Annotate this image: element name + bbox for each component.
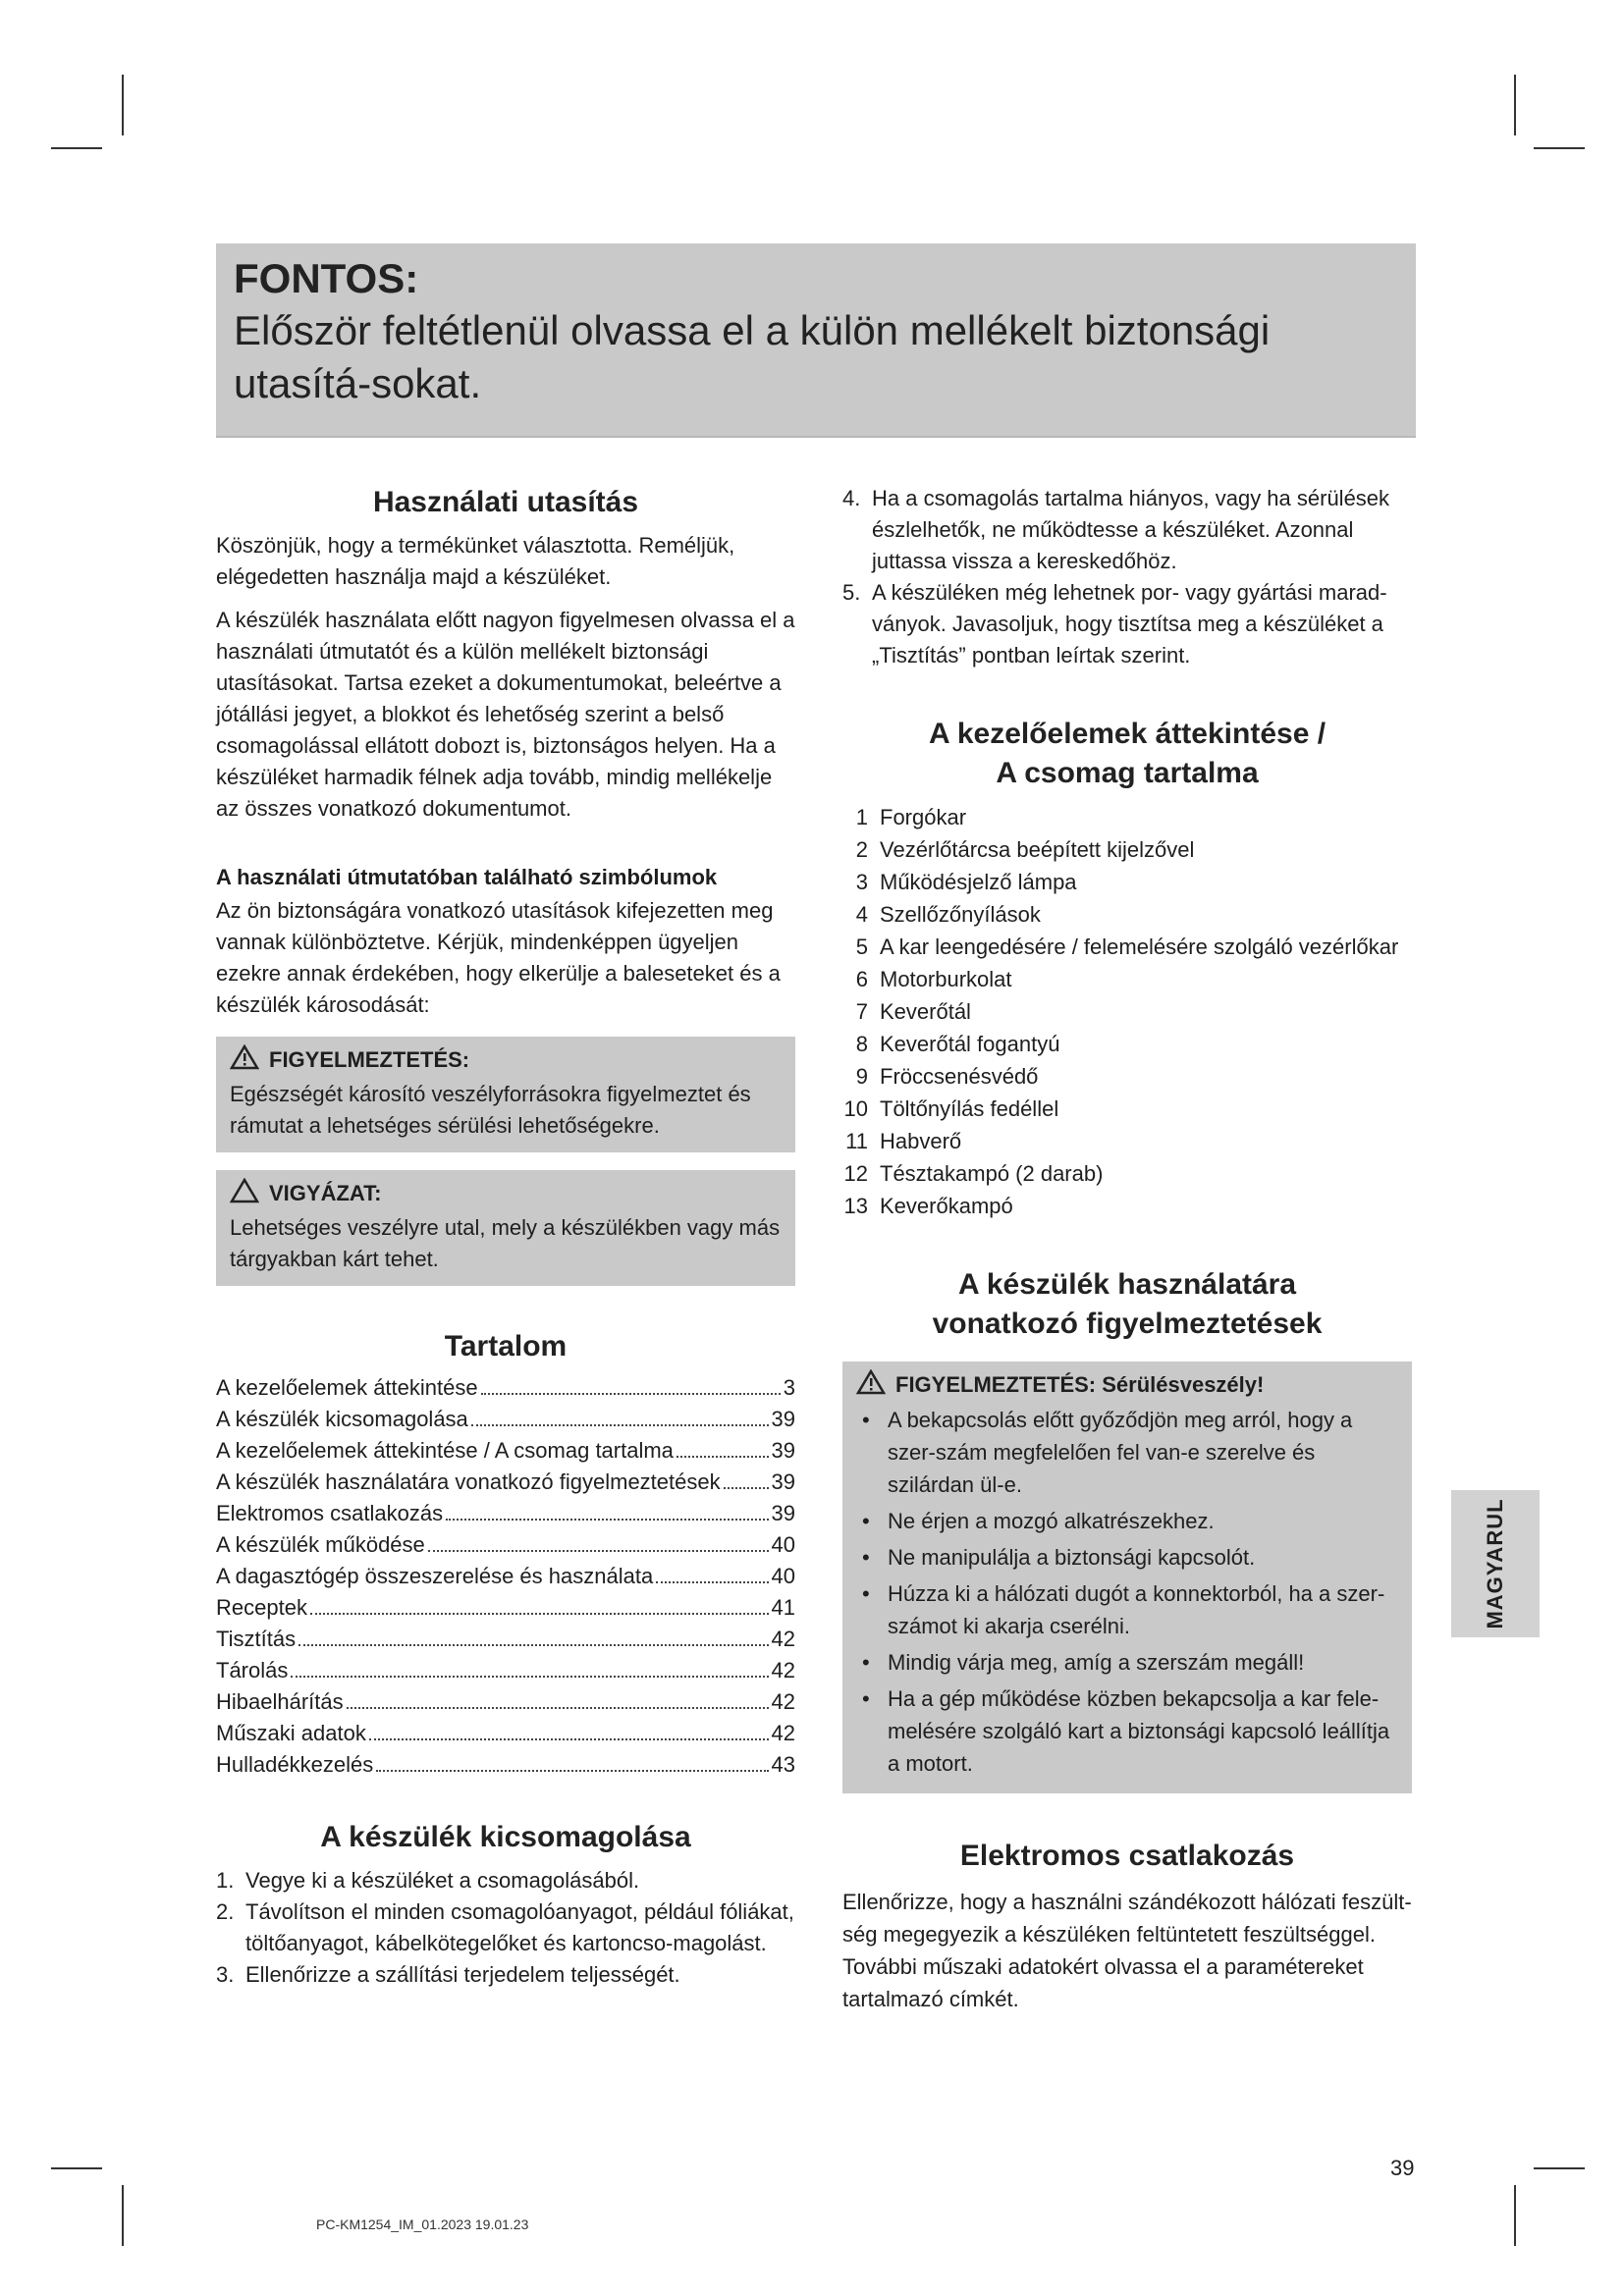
list-item: 2. Távolítson el minden csomagolóanyagot, például fóliákat, töltőanyagot, kábelkötegelőket és kartoncso-magolást.	[216, 1899, 794, 1955]
crop-mark	[51, 147, 102, 149]
toc-heading: Tartalom	[444, 1330, 568, 1362]
banner-text: Először feltétlenül olvassa el a külön mellékelt biztonsági utasítá-sokat.	[234, 307, 1271, 406]
list-item: 1 Forgókar	[855, 805, 967, 829]
injury-warning-title: FIGYELMEZTETÉS: Sérülésveszély!	[895, 1372, 1265, 1397]
crop-mark	[122, 75, 124, 135]
list-item: 5 A kar leengedésére / felemelésére szolgáló vezérlőkar	[855, 934, 1399, 959]
crop-mark	[51, 2167, 102, 2169]
intro-paragraph: Köszönjük, hogy a termékünket választotta. Reméljük, elégedetten használja majd a készüléket.	[216, 533, 735, 589]
caution-title: VIGYÁZAT:	[269, 1181, 382, 1205]
controls-heading: A kezelőelemek áttekintése / A csomag tartalma	[928, 718, 1326, 789]
electrical-heading: Elektromos csatlakozás	[959, 1840, 1295, 1872]
usage-warnings-heading: A készülék használatára vonatkozó figyelmeztetések	[932, 1268, 1323, 1340]
crop-mark	[1514, 2185, 1516, 2246]
toc-row: A dagasztógép összeszerelése és használata 40	[216, 1564, 795, 1588]
list-item: 6 Motorburkolat	[855, 967, 1012, 991]
electrical-paragraph: Ellenőrizze, hogy a használni szándékozott hálózati feszült-ség megegyezik a készüléken feltüntetett feszültséggel. További műszaki adatokért olvassa el a paramétereket tartalmazó címkét.	[842, 1890, 1412, 2011]
banner-title: FONTOS:	[234, 255, 419, 301]
unpacking-steps	[216, 1865, 795, 1991]
symbols-heading: A használati útmutatóban található szimbólumok	[216, 865, 718, 889]
unpacking-heading: A készülék kicsomagolása	[320, 1821, 691, 1853]
toc-row: A készülék használatára vonatkozó figyelmeztetések 39	[216, 1469, 795, 1494]
left-column	[216, 483, 795, 1991]
warning-triangle-icon	[856, 1369, 886, 1404]
crop-mark	[1534, 2167, 1585, 2169]
right-column	[842, 483, 1412, 2015]
toc-row: Tárolás 42	[216, 1658, 795, 1682]
toc-row: Elektromos csatlakozás 39	[216, 1501, 795, 1525]
warning-triangle-icon	[230, 1044, 259, 1079]
list-item: 5. A készüléken még lehetnek por- vagy gyártási marad-ványok. Javasoljuk, hogy tisztítsa meg a készüléket a „Tisztítás” pontban leírtak szerint.	[842, 580, 1387, 667]
list-item: 8 Keverőtál fogantyú	[855, 1032, 1060, 1056]
caution-box	[216, 1170, 795, 1286]
warning-text: Egészségét károsító veszélyforrásokra figyelmeztet és rámutat a lehetséges sérülési lehetőségekre.	[230, 1082, 751, 1138]
instructions-paragraph: A készülék használata előtt nagyon figyelmesen olvassa el a használati útmutatót és a külön mellékelt biztonsági utasításokat. Tartsa ezeket a dokumentumokat, beleértve a jótállási jegyet, a blokkot és lehetőség szerint a belső csomagolással ellátott dobozt is, biztonságos helyen. Ha a készüléket harmadik félnek adja tovább, mindig mellékelje az összes vonatkozó dokumentumot.	[216, 608, 795, 821]
list-item: 3. Ellenőrizze a szállítási terjedelem teljességét.	[216, 1962, 680, 1987]
crop-mark	[1514, 75, 1516, 135]
toc-row: A készülék kicsomagolása 39	[216, 1407, 795, 1431]
section-heading-instructions: Használati utasítás	[372, 486, 639, 518]
list-item: 10 Töltőnyílás fedéllel	[843, 1096, 1059, 1121]
list-item: 12 Tésztakampó (2 darab)	[843, 1161, 1104, 1186]
toc-row: A kezelőelemek áttekintése / A csomag tartalma 39	[216, 1438, 795, 1463]
caution-text: Lehetséges veszélyre utal, mely a készülékben vagy más tárgyakban kárt tehet.	[230, 1215, 781, 1271]
warning-title: FIGYELMEZTETÉS:	[269, 1047, 470, 1072]
list-item: 3 Működésjelző lámpa	[855, 870, 1077, 894]
list-item: • A bekapcsolás előtt győződjön meg arról, hogy a szer-szám megfelelően fel van-e szerelve és szilárdan ül-e.	[856, 1404, 1398, 1501]
list-item: • Ha a gép működése közben bekapcsolja a kar fele-melésére szolgáló kart a biztonsági kapcsoló leállítja a motort.	[856, 1682, 1398, 1780]
list-item: 9 Fröccsenésvédő	[855, 1064, 1039, 1089]
toc-row: Tisztítás 42	[216, 1627, 795, 1651]
toc-row: Hibaelhárítás 42	[216, 1689, 795, 1714]
parts-list	[842, 801, 1412, 1222]
injury-warning-box	[842, 1362, 1412, 1793]
language-side-tab	[1451, 1490, 1540, 1637]
page-number: 39	[1390, 2156, 1415, 2180]
unpacking-steps-continued	[842, 483, 1412, 671]
important-banner	[216, 243, 1416, 438]
list-item: 2 Vezérlőtárcsa beépített kijelzővel	[855, 837, 1195, 862]
list-item: • Mindig várja meg, amíg a szerszám megáll!	[856, 1646, 1398, 1679]
list-item: 4 Szellőzőnyílások	[855, 902, 1041, 927]
toc-row: Hulladékkezelés 43	[216, 1752, 795, 1777]
toc-row: Műszaki adatok 42	[216, 1721, 795, 1745]
list-item: • Ne érjen a mozgó alkatrészekhez.	[856, 1505, 1398, 1537]
crop-mark	[1534, 147, 1585, 149]
toc-row: A kezelőelemek áttekintése 3	[216, 1375, 795, 1400]
language-label: MAGYARUL	[1483, 1498, 1507, 1629]
footer-document-code: PC-KM1254_IM_01.2023 19.01.23	[316, 2216, 529, 2232]
list-item: 7 Keverőtál	[855, 999, 971, 1024]
list-item: 13 Keverőkampó	[843, 1194, 1013, 1218]
list-item: 11 Habverő	[845, 1129, 962, 1153]
symbols-paragraph: Az ön biztonságára vonatkozó utasítások kifejezetten meg vannak különböztetve. Kérjük, mindenképpen ügyeljen ezekre annak érdekében, hogy elkerülje a baleseteket és a készülék károsodását:	[216, 898, 781, 1017]
list-item: 1. Vegye ki a készüléket a csomagolásából.	[216, 1868, 640, 1893]
crop-mark	[122, 2185, 124, 2246]
toc-row: A készülék működése 40	[216, 1532, 795, 1557]
caution-triangle-icon	[230, 1178, 259, 1212]
toc-row: Receptek 41	[216, 1595, 795, 1620]
warning-bullet-list	[856, 1404, 1398, 1780]
list-item: • Ne manipulálja a biztonsági kapcsolót.	[856, 1541, 1398, 1574]
warning-box	[216, 1037, 795, 1152]
list-item: 4. Ha a csomagolás tartalma hiányos, vagy ha sérülések észlelhetők, ne működtesse a készüléket. Azonnal juttassa vissza a kereskedőhöz.	[842, 486, 1390, 573]
list-item: • Húzza ki a hálózati dugót a konnektorból, ha a szer-számot ki akarja cserélni.	[856, 1577, 1398, 1642]
table-of-contents	[216, 1372, 795, 1781]
